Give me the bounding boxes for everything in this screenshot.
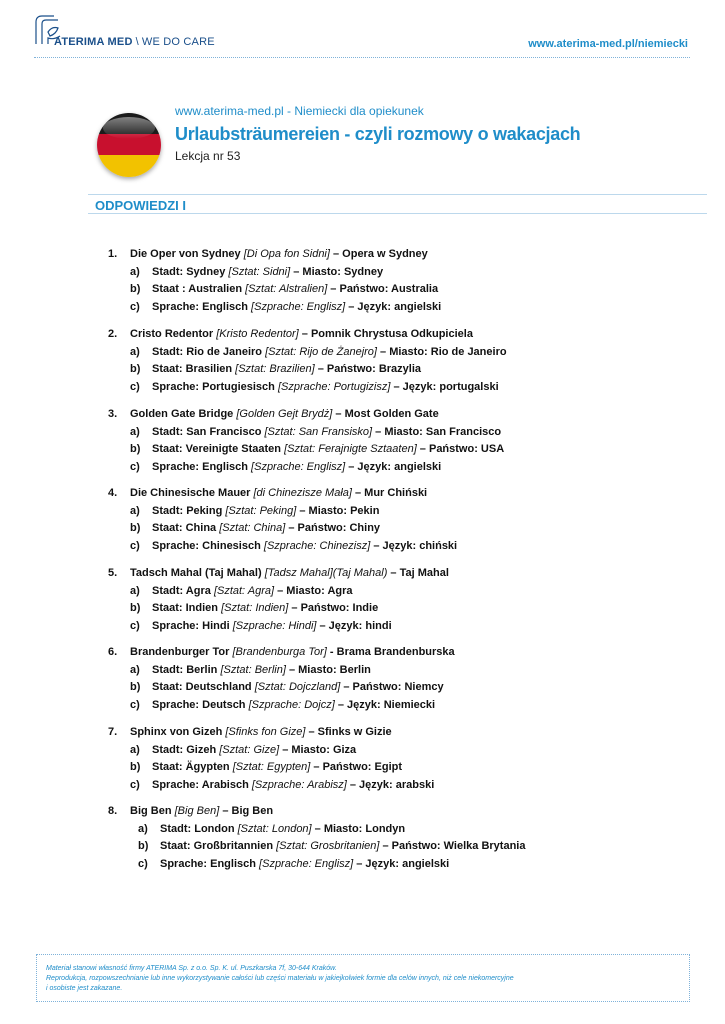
- footer-line-3: i osobiste jest zakazane.: [46, 985, 123, 992]
- brand-name: ATERIMA MED: [54, 36, 133, 48]
- item-title: Brandenburger Tor: [130, 646, 230, 658]
- subitem-text: Staat : Australien: [152, 283, 243, 295]
- subitem-label: b): [130, 283, 141, 295]
- item-number: 4.: [108, 487, 118, 499]
- subitem-text: Sprache: Arabisch: [152, 778, 249, 791]
- subitem-translation: – Państwo: Egipt: [310, 761, 403, 773]
- subitem-line: [152, 620, 392, 632]
- footer-text: [46, 964, 646, 994]
- item-title: Tadsch Mahal (Taj Mahal): [130, 567, 262, 579]
- lesson-number: Lekcja nr 53: [175, 149, 241, 163]
- header-divider: [34, 57, 690, 58]
- subitem-label: c): [130, 619, 140, 632]
- subitem-line: [160, 840, 525, 852]
- subitem-translation: – Język: arabski: [346, 778, 435, 791]
- subitem-pronunciation: [Sztat: Brazilien]: [235, 363, 315, 375]
- item-title: Die Chinesische Mauer: [130, 487, 251, 499]
- subitem-pronunciation: [Szprache: Englisz]: [251, 460, 346, 473]
- subitem-text: Sprache: Englisch: [160, 857, 256, 870]
- subitem-text: Staat: Brasilien: [152, 363, 233, 375]
- subitem-translation: – Miasto: Berlin: [285, 663, 371, 676]
- item-title: Big Ben: [130, 805, 172, 817]
- subitem-label: c): [130, 698, 140, 711]
- subitem-pronunciation: [Sztat: Gize]: [219, 743, 280, 756]
- item-pronunciation: [Di Opa fon Sidni]: [243, 248, 330, 260]
- subitem-label: c): [130, 539, 140, 552]
- subitem-pronunciation: [Szprache: Hindi]: [232, 619, 317, 632]
- subitem-pronunciation: [Szprache: Englisz]: [259, 857, 354, 870]
- subitem-pronunciation: [Sztat: Indien]: [221, 602, 289, 614]
- item-line: [130, 567, 449, 579]
- subitem-label: c): [138, 857, 148, 870]
- subitem-pronunciation: [Sztat: San Fransisko]: [264, 425, 373, 438]
- subitem-label: b): [130, 681, 141, 693]
- item-pronunciation: [Golden Gejt Brydż]: [236, 408, 333, 420]
- item-number: 3.: [108, 408, 118, 420]
- item-translation: – Sfinks w Gizie: [305, 726, 392, 738]
- subitem-text: Staat: Großbritannien: [160, 840, 274, 852]
- subitem-label: c): [130, 460, 140, 473]
- subitem-pronunciation: [Szprache: Englisz]: [251, 300, 346, 313]
- subitem-line: [152, 283, 438, 295]
- subitem-translation: – Język: chiński: [370, 539, 458, 552]
- subitem-pronunciation: [Szprache: Dojcz]: [248, 698, 335, 711]
- subitem-line: [152, 779, 434, 791]
- subitem-text: Stadt: London: [160, 822, 235, 835]
- subitem-label: a): [138, 822, 148, 835]
- subitem-text: Sprache: Englisch: [152, 460, 248, 473]
- subitem-translation: – Państwo: Chiny: [285, 522, 381, 534]
- subitem-text: Sprache: Portugiesisch: [152, 380, 275, 393]
- subitem-label: a): [130, 265, 140, 278]
- subitem-text: Staat: Ägypten: [152, 761, 230, 773]
- subitem-line: [152, 681, 444, 693]
- subitem-label: a): [130, 425, 140, 438]
- subitem-label: c): [130, 380, 140, 393]
- brand-tagline: WE DO CARE: [141, 36, 215, 48]
- subitem-translation: – Miasto: San Francisco: [372, 425, 502, 438]
- subitem-line: [152, 363, 421, 375]
- subitem-label: c): [130, 778, 140, 791]
- subitem-translation: – Miasto: Agra: [274, 584, 353, 597]
- item-translation: – Pomnik Chrystusa Odkupiciela: [298, 328, 473, 340]
- item-pronunciation: [Kristo Redentor]: [216, 328, 299, 340]
- brand-text: [54, 36, 215, 48]
- subitem-text: Stadt: Agra: [152, 584, 211, 597]
- subitem-line: [160, 823, 405, 835]
- subitem-pronunciation: [Sztat: Sidni]: [228, 265, 291, 278]
- item-line: [130, 726, 392, 738]
- item-title: Die Oper von Sydney: [130, 248, 241, 260]
- subitem-translation: – Państwo: Indie: [288, 602, 379, 614]
- subitem-label: b): [130, 363, 141, 375]
- subitem-text: Stadt: Gizeh: [152, 743, 217, 756]
- subitem-translation: – Miasto: Sydney: [290, 265, 384, 278]
- subitem-label: a): [130, 663, 140, 676]
- subitem-line: [152, 346, 507, 358]
- subitem-pronunciation: [Sztat: Berlin]: [220, 663, 286, 676]
- item-translation: - Brama Brandenburska: [326, 646, 455, 658]
- subitem-translation: – Język: hindi: [316, 619, 392, 632]
- subitem-pronunciation: [Sztat: Grosbritanien]: [276, 840, 380, 852]
- subitem-translation: – Język: angielski: [353, 857, 450, 870]
- subitem-line: [152, 761, 402, 773]
- item-pronunciation: [Brandenburga Tor]: [232, 646, 327, 658]
- subitem-line: [152, 301, 441, 313]
- lesson-subtitle: www.aterima-med.pl - Niemiecki dla opiekunek: [175, 104, 424, 118]
- subitem-pronunciation: [Szprache: Chinezisz]: [263, 539, 371, 552]
- subitem-line: [152, 443, 504, 455]
- subitem-line: [152, 585, 353, 597]
- subitem-translation: – Język: angielski: [345, 460, 442, 473]
- subitem-label: b): [130, 522, 141, 534]
- subitem-text: Staat: Deutschland: [152, 681, 252, 693]
- page-header: [0, 0, 725, 60]
- item-pronunciation: [Big Ben]: [174, 805, 220, 817]
- subitem-translation: – Miasto: Rio de Janeiro: [376, 345, 507, 358]
- subitem-translation: – Państwo: Wielka Brytania: [379, 840, 526, 852]
- footer-line-1: Materiał stanowi własność firmy ATERIMA Sp. z o.o. Sp. K. ul. Puszkarska 7f, 30-644 Kraków.: [46, 965, 337, 972]
- section-heading: ODPOWIEDZI I: [95, 198, 186, 213]
- subitem-pronunciation: [Sztat: Alstralien]: [245, 283, 328, 295]
- subitem-text: Stadt: Sydney: [152, 265, 226, 278]
- section-divider-top: [88, 194, 707, 195]
- subitem-translation: – Państwo: Australia: [327, 283, 439, 295]
- subitem-translation: – Język: portugalski: [390, 380, 499, 393]
- subitem-pronunciation: [Sztat: London]: [237, 822, 312, 835]
- subitem-text: Sprache: Chinesisch: [152, 539, 261, 552]
- item-line: [130, 487, 427, 499]
- subitem-translation: – Państwo: Niemcy: [340, 681, 444, 693]
- item-pronunciation: [di Chinezisze Mała]: [253, 487, 352, 499]
- site-url-link[interactable]: www.aterima-med.pl/niemiecki: [528, 38, 688, 50]
- subitem-label: a): [130, 504, 140, 517]
- subitem-line: [152, 540, 457, 552]
- subitem-text: Stadt: San Francisco: [152, 425, 262, 438]
- brand-separator: \: [135, 36, 139, 48]
- subitem-text: Staat: China: [152, 522, 217, 534]
- subitem-text: Sprache: Hindi: [152, 619, 230, 632]
- item-number: 6.: [108, 646, 118, 658]
- item-line: [130, 408, 439, 420]
- item-number: 5.: [108, 567, 118, 579]
- section-divider-bottom: [88, 213, 707, 214]
- subitem-label: b): [130, 443, 141, 455]
- subitem-line: [152, 602, 378, 614]
- subitem-label: b): [130, 761, 141, 773]
- subitem-translation: – Państwo: USA: [416, 443, 505, 455]
- subitem-line: [152, 381, 499, 393]
- subitem-line: [152, 461, 441, 473]
- subitem-line: [152, 505, 379, 517]
- subitem-text: Staat: Vereinigte Staaten: [152, 443, 281, 455]
- item-line: [130, 248, 428, 260]
- subitem-label: a): [130, 743, 140, 756]
- subitem-translation: – Miasto: Londyn: [311, 822, 406, 835]
- subitem-label: a): [130, 345, 140, 358]
- subitem-translation: – Język: angielski: [345, 300, 442, 313]
- item-translation: – Big Ben: [219, 805, 274, 817]
- subitem-translation: – Język: Niemiecki: [334, 698, 436, 711]
- subitem-pronunciation: [Szprache: Arabisz]: [251, 778, 347, 791]
- item-translation: – Most Golden Gate: [332, 408, 439, 420]
- subitem-text: Sprache: Deutsch: [152, 698, 246, 711]
- subitem-line: [152, 426, 501, 438]
- item-line: [130, 646, 455, 658]
- subitem-pronunciation: [Szprache: Portugizisz]: [277, 380, 391, 393]
- subitem-pronunciation: [Sztat: Agra]: [213, 584, 275, 597]
- subitem-pronunciation: [Sztat: Ferajnigte Sztaaten]: [284, 443, 417, 455]
- subitem-translation: – Miasto: Pekin: [296, 504, 380, 517]
- subitem-label: b): [130, 602, 141, 614]
- item-translation: – Opera w Sydney: [329, 248, 428, 260]
- lesson-title: Urlaubsträumereien - czyli rozmowy o wakacjach: [175, 124, 581, 144]
- footer-line-2: Reprodukcja, rozpowszechnianie lub inne wykorzystywanie całości lub części materiału w jakiejkolwiek formie dla celów innych, niż cele niekomercyjne: [46, 975, 514, 982]
- subitem-label: c): [130, 300, 140, 313]
- subitem-pronunciation: [Sztat: Peking]: [225, 504, 297, 517]
- item-pronunciation: [Tadsz Mahal](Taj Mahal): [264, 567, 388, 579]
- subitem-pronunciation: [Sztat: Rijo de Żanejro]: [265, 345, 377, 358]
- subitem-label: b): [138, 840, 149, 852]
- subitem-text: Stadt: Berlin: [152, 663, 218, 676]
- subitem-line: [152, 699, 435, 711]
- subitem-text: Sprache: Englisch: [152, 300, 248, 313]
- subitem-line: [160, 858, 449, 870]
- subitem-line: [152, 744, 356, 756]
- item-translation: – Mur Chiński: [351, 487, 428, 499]
- subitem-pronunciation: [Sztat: Dojczland]: [254, 681, 341, 693]
- item-line: [130, 328, 473, 340]
- subitem-text: Stadt: Peking: [152, 504, 223, 517]
- subitem-translation: – Miasto: Giza: [279, 743, 357, 756]
- subitem-pronunciation: [Sztat: Egypten]: [232, 761, 311, 773]
- subitem-text: Stadt: Rio de Janeiro: [152, 345, 263, 358]
- subitem-label: a): [130, 584, 140, 597]
- subitem-text: Staat: Indien: [152, 602, 219, 614]
- subitem-pronunciation: [Sztat: China]: [219, 522, 286, 534]
- item-number: 7.: [108, 726, 118, 738]
- item-number: 8.: [108, 805, 118, 817]
- subitem-translation: – Państwo: Brazylia: [314, 363, 422, 375]
- germany-flag-icon: [97, 113, 161, 177]
- item-line: [130, 805, 273, 817]
- item-pronunciation: [Sfinks fon Gize]: [225, 726, 306, 738]
- subitem-line: [152, 664, 371, 676]
- subitem-line: [152, 266, 383, 278]
- item-title: Cristo Redentor: [130, 328, 214, 340]
- item-title: Golden Gate Bridge: [130, 408, 234, 420]
- item-title: Sphinx von Gizeh: [130, 726, 223, 738]
- item-number: 1.: [108, 248, 118, 260]
- item-number: 2.: [108, 328, 118, 340]
- item-translation: – Taj Mahal: [387, 567, 449, 579]
- subitem-line: [152, 522, 380, 534]
